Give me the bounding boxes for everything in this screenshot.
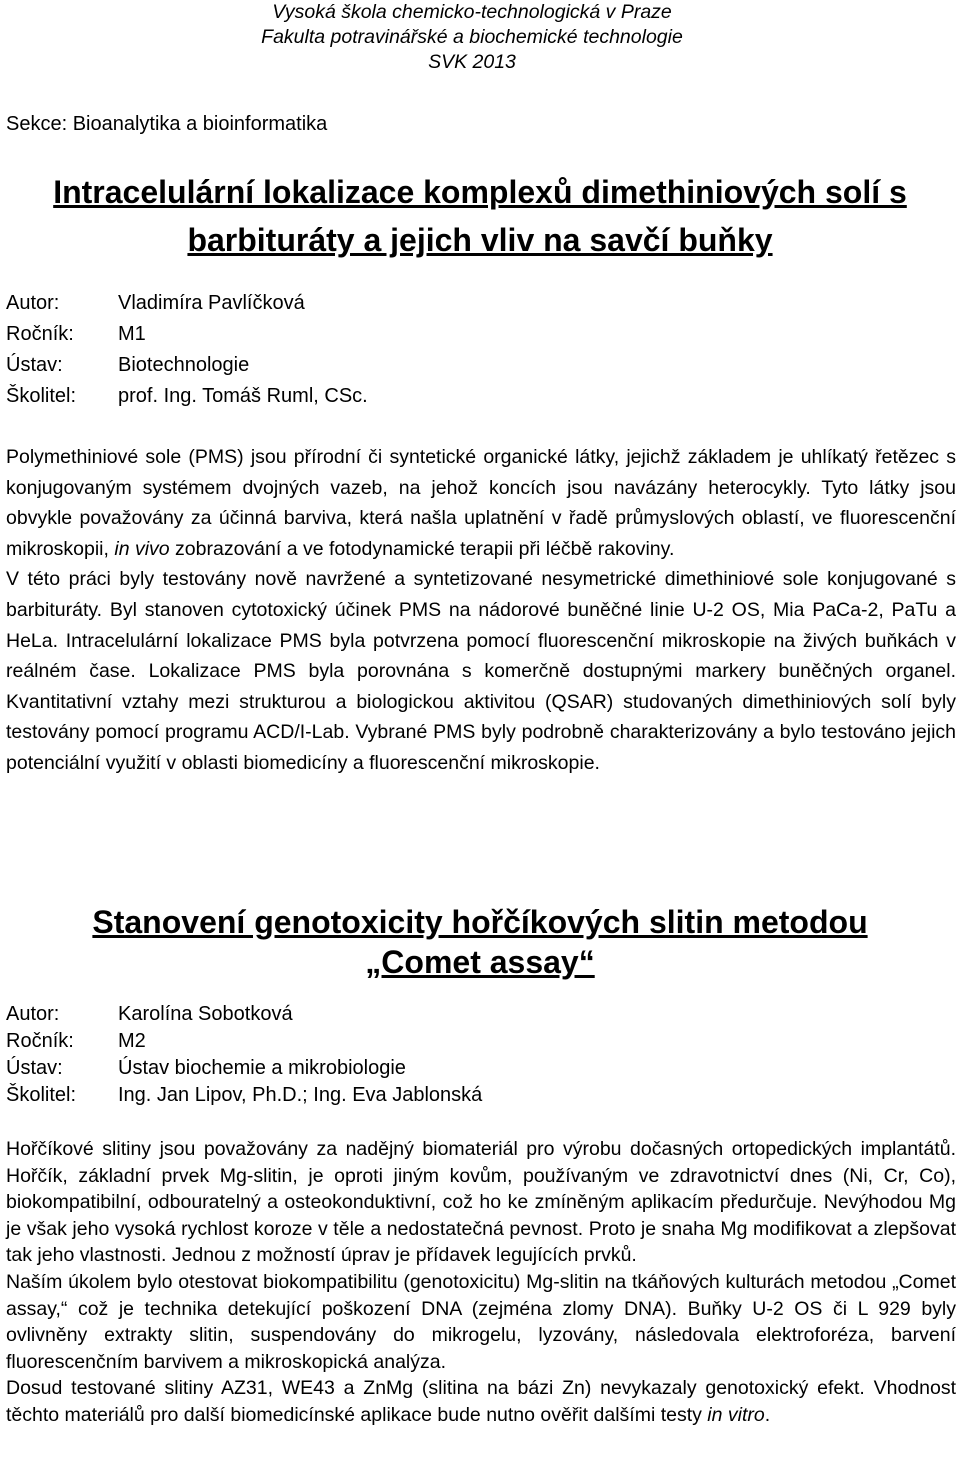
meta-label: Školitel: [6,1084,77,1106]
meta-row-author [6,288,368,319]
meta-row-supervisor [6,1082,482,1109]
header-faculty: Fakulta potravinářské a biochemické technologie [261,26,683,48]
header-conference: SVK 2013 [428,51,516,73]
article2-paragraph-2: Naším úkolem bylo otestovat biokompatibilitu (genotoxicitu) Mg-slitin na tkáňových kulturách metodou „Comet assay,“ což je technika detekující poškození DNA (zejména zlomy DNA). Buňky U-2 OS či L 929 byly ovlivněny extrakty slitin, suspendovány do mikrogelu, lyzovány, následovala elektroforéza, barvení fluorescenčním barvivem a mikroskopická analýza. [6,1270,956,1373]
meta-label: Ústav: [6,354,63,376]
meta-row-institute [6,350,368,381]
italic-term: in vivo [114,537,170,560]
article2-abstract [6,1136,956,1429]
meta-value: M2 [118,1030,146,1052]
article1-meta [6,288,368,412]
article1-title-line1: Intracelulární lokalizace komplexů dimethiniových solí s [53,174,907,210]
article2-paragraph-3 [6,1375,956,1428]
section-heading: Sekce: Bioanalytika a bioinformatika [6,113,328,135]
text-span: zobrazování a ve fotodynamické terapii při léčbě rakoviny. [169,537,675,560]
meta-value: prof. Ing. Tomáš Ruml, CSc. [118,385,368,407]
meta-label: Ročník: [6,323,74,345]
article2-paragraph-1: Hořčíkové slitiny jsou považovány za nadějný biomateriál pro výrobu dočasných ortopedických implantátů. Hořčík, základní prvek Mg-slitin, je oproti jiným kovům, používaným ve zdravotnictví dnes (Ni, Cr, Co), biokompatibilní, odbouratelný a osteokonduktivní, což ho ke zmíněným aplikacím předurčuje. Nevýhodou Mg je však jeho vysoká rychlost koroze v těle a nedostatečná pevnost. Proto je snaha Mg modifikovat a zlepšovat tak jeho vlastnosti. Jednou z možností úprav je přídavek legujících prvků. [6,1138,956,1267]
text-span: Dosud testované slitiny AZ31, WE43 a ZnMg (slitina na bázi Zn) nevykazaly genotoxický efekt. Vhodnost těchto materiálů pro další biomedicínské aplikace bude nutno ověřit dalšími testy [6,1377,956,1426]
meta-label: Školitel: [6,385,77,407]
text-span: . [764,1403,771,1426]
header-university: Vysoká škola chemicko-technologická v Praze [272,1,672,23]
italic-term: in vitro [707,1403,765,1426]
article2-title-line2: „Comet assay“ [365,944,595,980]
text-span: Polymethiniové sole (PMS) jsou přírodní či syntetické organické látky, jejichž základem je uhlíkatý řetězec s konjugovaným systémem dvojných vazeb, na jehož koncích jsou navázány heterocykly. Tyto látky jsou obvykle považovány za účinná barviva, která našla uplatnění v řadě průmyslových oblastí, ve fluorescenční mikroskopii, [6,446,956,560]
meta-value: Ing. Jan Lipov, Ph.D.; Ing. Eva Jablonská [118,1084,483,1106]
article1-abstract [6,442,956,779]
article2-meta [6,1001,482,1109]
article2-title-line1: Stanovení genotoxicity hořčíkových slitin metodou [92,904,868,940]
article1-title [0,168,960,264]
meta-label: Autor: [6,292,60,314]
page-header [212,0,732,75]
meta-value: Ústav biochemie a mikrobiologie [118,1057,406,1079]
meta-value: M1 [118,323,146,345]
meta-label: Ročník: [6,1030,74,1052]
meta-row-year [6,319,368,350]
meta-value: Vladimíra Pavlíčková [118,292,305,314]
meta-value: Karolína Sobotková [118,1003,293,1025]
article2-title [0,902,960,982]
meta-label: Autor: [6,1003,60,1025]
meta-row-institute [6,1055,482,1082]
article1-paragraph-2: V této práci byly testovány nově navržené a syntetizované nesymetrické dimethiniové sole konjugované s barbituráty. Byl stanoven cytotoxický účinek PMS na nádorové buněčné linie U-2 OS, Mia PaCa-2, PaTu a HeLa. Intracelulární lokalizace PMS byla potvrzena pomocí fluorescenční mikroskopie na živých buňkách v reálném čase. Lokalizace PMS byla porovnána s komerčně dostupnými markery buněčných organel. Kvantitativní vztahy mezi strukturou a biologickou aktivitou (QSAR) studovaných dimethiniových solí byly testovány pomocí programu ACD/I-Lab. Vybrané PMS byly podrobně charakterizovány a bylo testováno jejich potenciální využití v oblasti biomedicíny a fluorescenční mikroskopie. [6,568,956,774]
meta-label: Ústav: [6,1057,63,1079]
article1-title-line2: barbituráty a jejich vliv na savčí buňky [187,222,773,258]
meta-value: Biotechnologie [118,354,250,376]
meta-row-supervisor [6,381,368,412]
meta-row-author [6,1001,482,1028]
meta-row-year [6,1028,482,1055]
article1-paragraph-1 [6,442,956,564]
